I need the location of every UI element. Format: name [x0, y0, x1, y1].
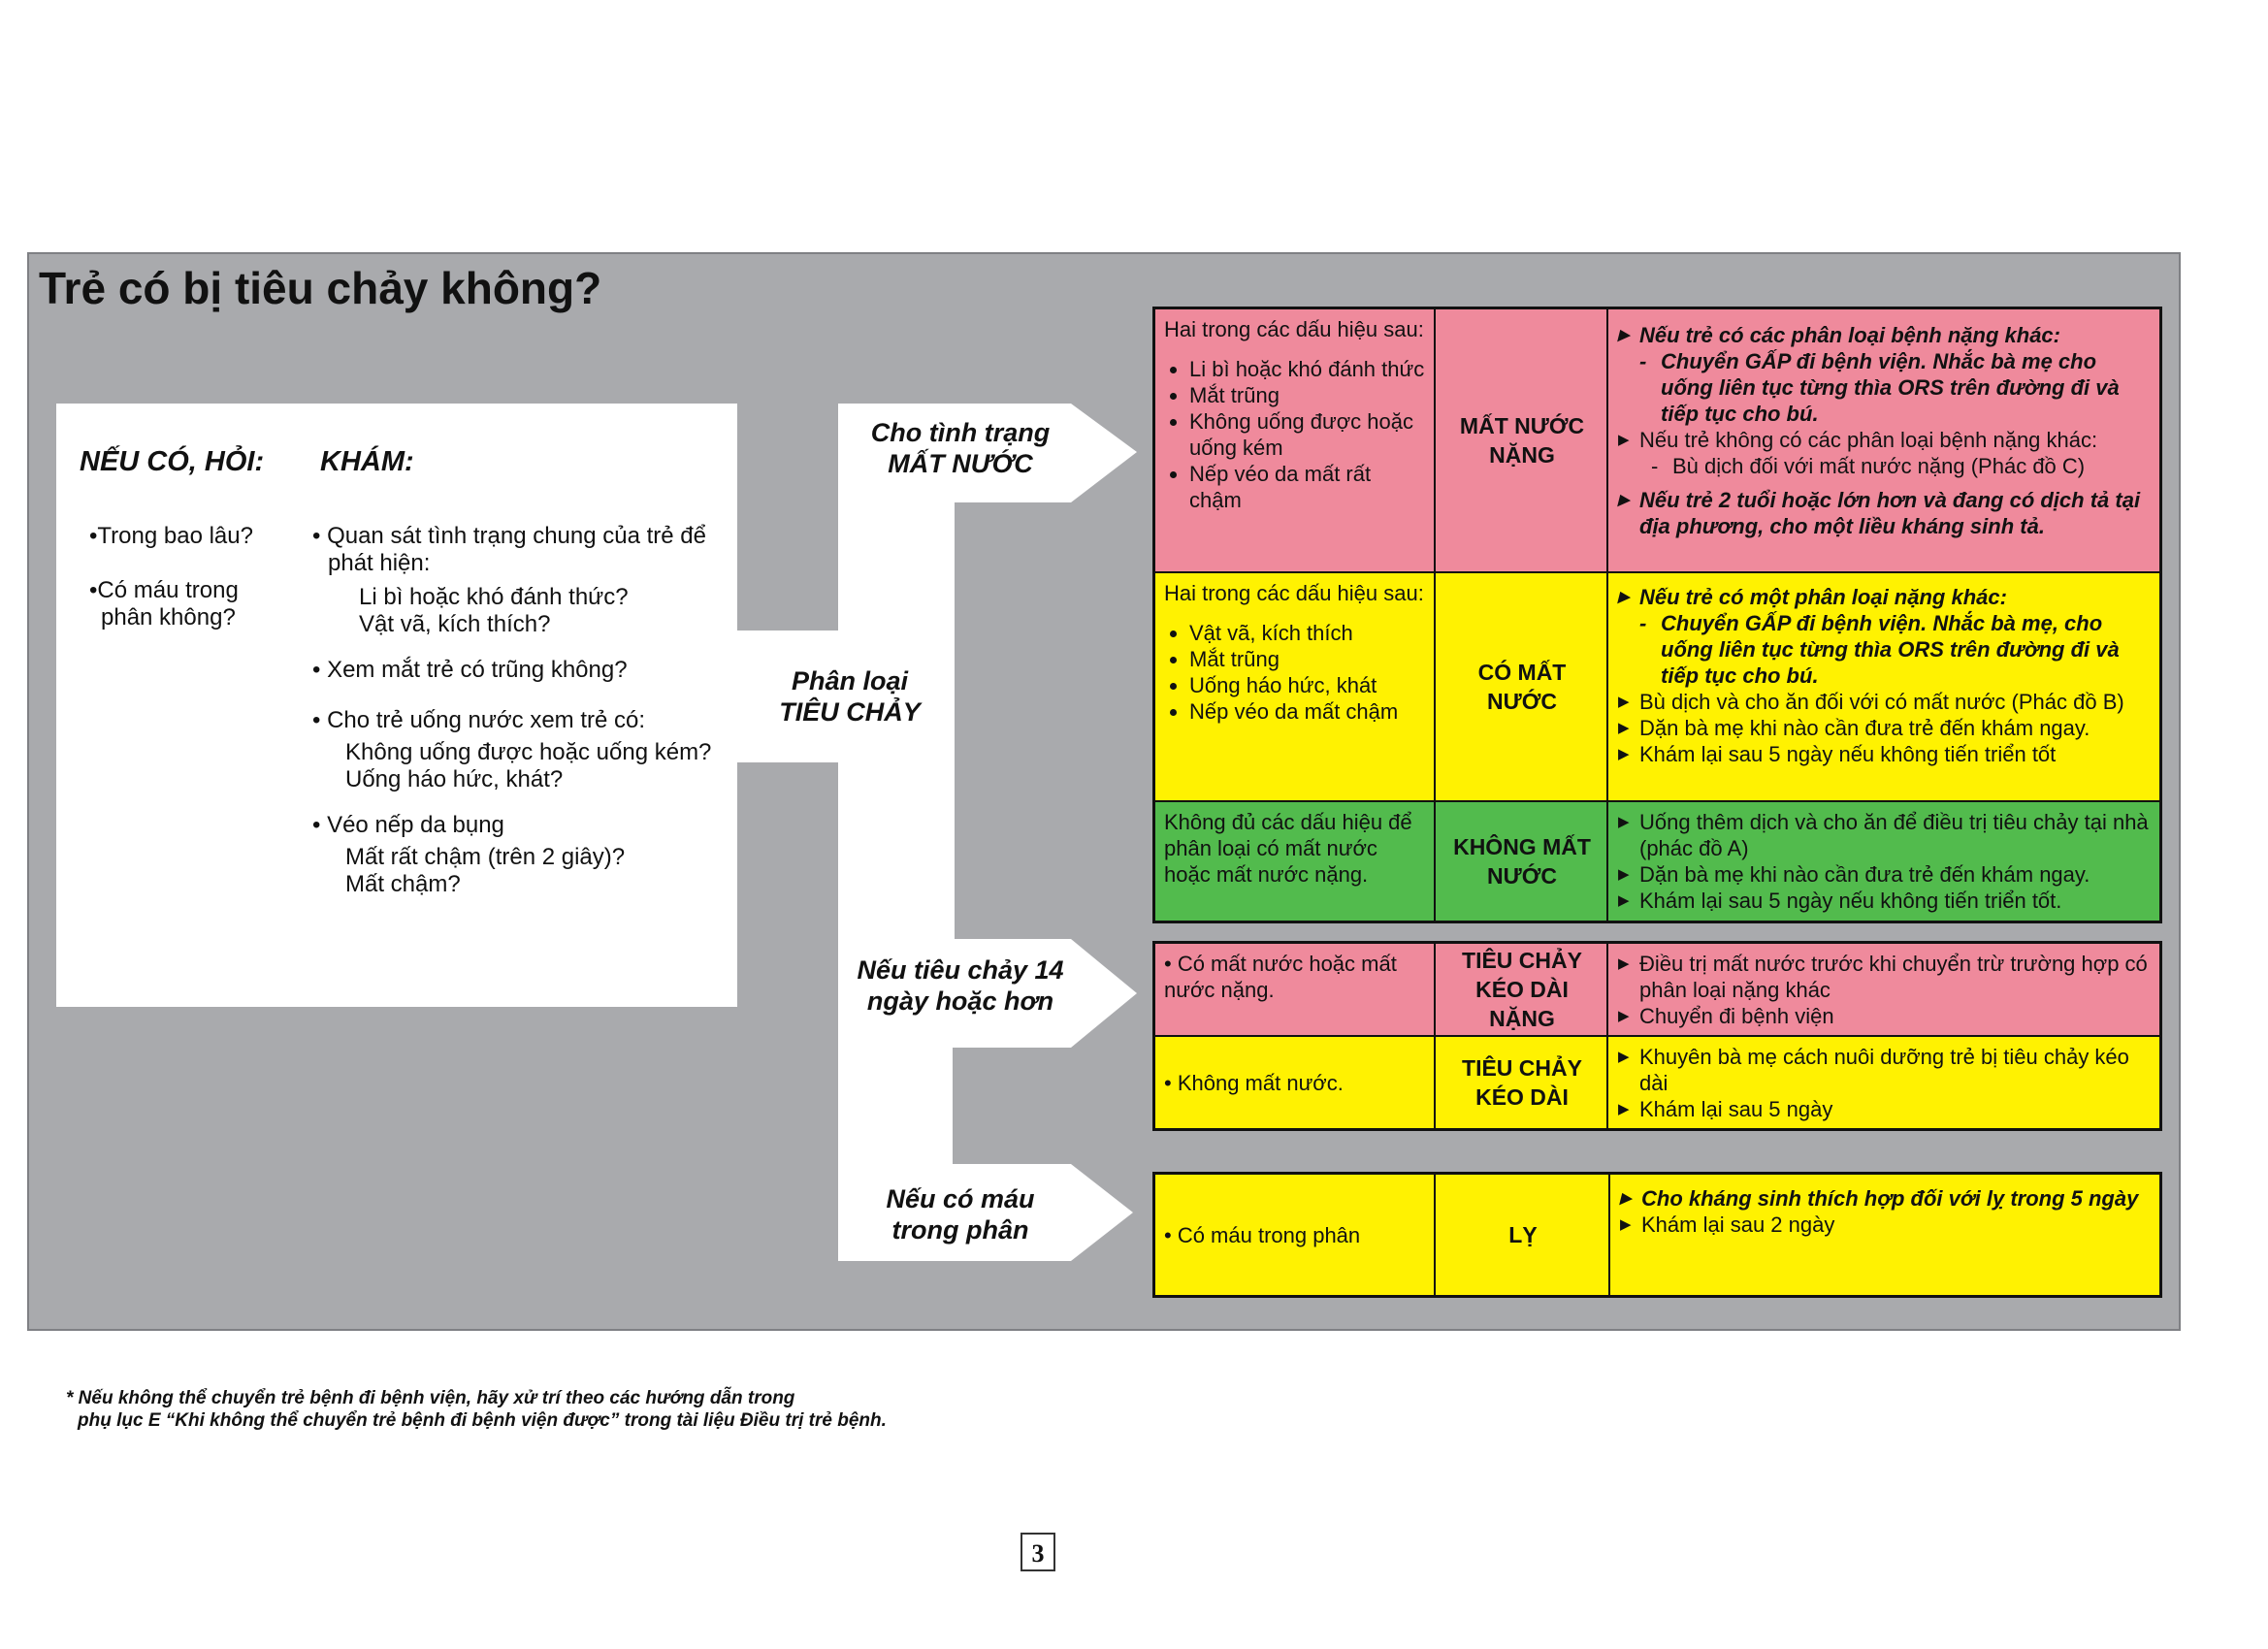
arrow-dehydration-line-1: Cho tình trạng — [870, 418, 1051, 447]
look-item-1: • Quan sát tình trạng chung của trẻ để — [312, 523, 706, 549]
connector-middle — [838, 502, 953, 1261]
signs-severe-header: Hai trong các dấu hiệu sau: — [1164, 317, 1424, 341]
table-border — [1152, 941, 2162, 944]
signs-some-header: Hai trong các dấu hiệu sau: — [1164, 581, 1424, 605]
notch-upper — [737, 502, 838, 630]
treat-dysentery — [1610, 1174, 2161, 1296]
class-severe-line-2: NẶNG — [1489, 442, 1555, 468]
treat-line: Khám lại sau 2 ngày — [1641, 1212, 1835, 1237]
footnote-line-1: * Nếu không thể chuyển trẻ bệnh đi bệnh viện, hãy xử trí theo các hướng dẫn trong — [66, 1388, 795, 1408]
signs-dysentery-text: • Có máu trong phân — [1164, 1222, 1361, 1247]
triangle-icon: ▶ — [1618, 746, 1630, 762]
treat-line: Bù dịch đối với mất nước nặng (Phác đồ C) — [1672, 454, 2086, 478]
class-some-line-1: CÓ MẤT NƯỚC — [1477, 660, 1567, 714]
ask-header: NẾU CÓ, HỎI: — [80, 446, 265, 477]
table-border — [1152, 921, 2162, 923]
sign-item: • Mắt trũng — [1189, 382, 1426, 408]
triangle-icon: ▶ — [1618, 814, 1630, 830]
class-dysentery-line-1: LỴ — [1508, 1222, 1538, 1247]
treat-line: Nếu trẻ có một phân loại nặng khác: — [1639, 585, 2007, 609]
arrow-dehydration-line-2: MẤT NƯỚC — [888, 449, 1033, 478]
table-border — [1434, 1172, 1436, 1298]
dash-icon: - — [1639, 349, 1647, 373]
triangle-icon: ▶ — [1618, 1008, 1630, 1024]
look-item-1-sub-1: Li bì hoặc khó đánh thức? — [359, 584, 629, 610]
triangle-icon: ▶ — [1618, 892, 1630, 909]
look-item-3-sub-1: Không uống được hoặc uống kém? — [345, 739, 712, 765]
sign-item: • Vật vã, kích thích — [1189, 620, 1426, 646]
look-item-1-cont: phát hiện: — [328, 550, 431, 576]
sign-item: • Mắt trũng — [1189, 646, 1426, 672]
treat-severe-persistent — [1608, 943, 2161, 1036]
treat-line: Khuyên bà mẹ cách nuôi dưỡng trẻ bị tiêu chảy kéo dài — [1639, 1045, 2129, 1095]
signs-persistent-text: • Không mất nước. — [1164, 1070, 1344, 1095]
table-border — [2159, 1172, 2162, 1298]
class-no-dehydration — [1436, 801, 1608, 922]
treat-line: Điều trị mất nước trước khi chuyển trừ trường hợp có phân loại nặng khác — [1639, 952, 2148, 1002]
table-border — [1152, 1172, 2162, 1175]
ask-item-duration: •Trong bao lâu? — [89, 523, 253, 549]
triangle-icon: ▶ — [1618, 694, 1630, 710]
table-border — [1152, 800, 2162, 802]
treat-line: Khám lại sau 5 ngày nếu không tiến triển tốt — [1639, 742, 2057, 766]
notch-right-lower — [955, 1048, 1135, 1164]
ask-item-blood-2: phân không? — [101, 604, 236, 630]
class-severe-persistent — [1436, 943, 1608, 1036]
class-severe-line-1: MẤT NƯỚC — [1459, 413, 1585, 438]
treat-line: Nếu trẻ có các phân loại bệnh nặng khác: — [1639, 323, 2060, 347]
signs-none-text: Không đủ các dấu hiệu để phân loại có mất nước hoặc mất nước nặng. — [1164, 810, 1412, 887]
triangle-icon: ▶ — [1618, 589, 1630, 605]
triangle-icon: ▶ — [1618, 955, 1630, 972]
signs-dysentery — [1154, 1174, 1436, 1296]
class-p-line-1: TIÊU CHẢY — [1462, 1055, 1582, 1081]
sign-item: • Nếp véo da mất chậm — [1189, 698, 1426, 725]
signs-some-dehydration — [1154, 572, 1436, 801]
triangle-icon: ▶ — [1618, 432, 1630, 448]
sign-item: • Nếp véo da mất rất chậm — [1189, 461, 1426, 513]
ask-item-blood: •Có máu trong — [89, 577, 239, 603]
arrow-persistent-line-1: Nếu tiêu chảy 14 — [857, 955, 1064, 985]
look-item-4-sub-1: Mất rất chậm (trên 2 giây)? — [345, 844, 626, 870]
treat-line: Bù dịch và cho ăn đối với có mất nước (Phác đồ B) — [1639, 690, 2124, 714]
table-border — [1152, 1035, 2162, 1037]
look-item-3-sub-2: Uống háo hức, khát? — [345, 766, 564, 792]
triangle-icon: ▶ — [1620, 1190, 1632, 1207]
look-item-2: • Xem mắt trẻ có trũng không? — [312, 657, 628, 683]
arrow-blood-line-1: Nếu có máu — [886, 1184, 1035, 1213]
table-border — [1152, 1295, 2162, 1298]
look-item-3: • Cho trẻ uống nước xem trẻ có: — [312, 707, 646, 733]
footnote-line-2: phụ lục E “Khi không thể chuyển trẻ bệnh đi bệnh viện được” trong tài liệu Điều trị trẻ bệnh. — [78, 1410, 887, 1431]
class-persistent — [1436, 1036, 1608, 1129]
class-none-line-1: KHÔNG MẤT — [1453, 834, 1591, 859]
table-border — [1152, 571, 2162, 573]
look-header: KHÁM: — [320, 446, 414, 477]
table-border — [1434, 307, 1436, 923]
signs-persistent — [1154, 1036, 1436, 1129]
triangle-icon: ▶ — [1618, 1049, 1630, 1065]
class-sp-line-2: KÉO DÀI NẶNG — [1475, 977, 1569, 1031]
dash-icon: - — [1651, 454, 1659, 478]
treat-persistent — [1608, 1036, 2161, 1129]
class-none-line-2: NƯỚC — [1487, 863, 1557, 889]
treat-line: Uống thêm dịch và cho ăn để điều trị tiêu chảy tại nhà (phác đồ A) — [1639, 810, 2149, 860]
arrow-persistent-line-2: ngày hoặc hơn — [866, 986, 1054, 1016]
arrow-persistent-label — [844, 954, 1077, 1017]
sign-item: • Không uống được hoặc uống kém — [1189, 408, 1426, 461]
arrow-blood-label — [844, 1183, 1077, 1245]
signs-severe-persistent — [1154, 943, 1436, 1036]
notch-right-upper — [955, 502, 1135, 939]
assessment-box — [56, 404, 737, 1007]
signs-severe-persistent-text: • Có mất nước hoặc mất nước nặng. — [1164, 952, 1397, 1002]
classify-label — [753, 665, 947, 728]
sign-item: • Uống háo hức, khát — [1189, 672, 1426, 698]
arrow-dehydration-label — [844, 417, 1077, 479]
triangle-icon: ▶ — [1620, 1216, 1632, 1233]
treat-line: Nếu trẻ không có các phân loại bệnh nặng khác: — [1639, 428, 2098, 452]
table-border — [1152, 1128, 2162, 1131]
class-severe-dehydration — [1436, 308, 1608, 572]
treat-line: Chuyển GẤP đi bệnh viện. Nhắc bà mẹ cho uống liên tục từng thìa ORS trên đường đi và tiếp tục cho bú. — [1661, 349, 2120, 426]
class-some-dehydration — [1436, 572, 1608, 801]
triangle-icon: ▶ — [1618, 1101, 1630, 1117]
treat-some-dehydration — [1608, 572, 2161, 801]
class-sp-line-1: TIÊU CHẢY — [1462, 948, 1582, 973]
table-border — [2159, 307, 2162, 923]
treat-line: Chuyển GẤP đi bệnh viện. Nhắc bà mẹ, cho uống liên tục từng thìa ORS trên đường đi và tiếp tục cho bú. — [1661, 611, 2120, 688]
signs-severe-dehydration — [1154, 308, 1436, 572]
classify-line-2: TIÊU CHẢY — [779, 697, 921, 727]
treat-severe-dehydration — [1608, 308, 2161, 572]
triangle-icon: ▶ — [1618, 720, 1630, 736]
footnote — [66, 1387, 887, 1432]
treat-line: Nếu trẻ 2 tuổi hoặc lớn hơn và đang có dịch tả tại địa phương, cho một liều kháng sinh tả. — [1639, 488, 2141, 538]
treat-line: Khám lại sau 5 ngày nếu không tiến triển tốt. — [1639, 889, 2062, 913]
class-p-line-2: KÉO DÀI — [1475, 1084, 1569, 1110]
treat-line: Khám lại sau 5 ngày — [1639, 1097, 1833, 1121]
look-item-1-sub-2: Vật vã, kích thích? — [359, 611, 551, 637]
triangle-icon: ▶ — [1618, 327, 1630, 343]
look-item-4-sub-2: Mất chậm? — [345, 871, 461, 897]
page-number: 3 — [1021, 1533, 1055, 1571]
treat-line: Dặn bà mẹ khi nào cần đưa trẻ đến khám ngay. — [1639, 716, 2090, 740]
class-dysentery — [1436, 1174, 1610, 1296]
triangle-icon: ▶ — [1618, 866, 1630, 883]
page-title: Trẻ có bị tiêu chảy không? — [39, 263, 602, 313]
signs-no-dehydration — [1154, 801, 1436, 922]
table-border — [1152, 307, 2162, 309]
triangle-icon: ▶ — [1618, 492, 1630, 508]
look-item-4: • Véo nếp da bụng — [312, 812, 504, 838]
treat-line: Chuyển đi bệnh viện — [1639, 1004, 1834, 1028]
notch-lower — [737, 762, 838, 1261]
arrow-blood-line-2: trong phân — [891, 1215, 1029, 1245]
sign-item: • Li bì hoặc khó đánh thức — [1189, 356, 1426, 382]
table-border — [1608, 1172, 1610, 1298]
table-border — [1606, 307, 1608, 923]
classify-line-1: Phân loại — [791, 666, 909, 695]
treat-no-dehydration — [1608, 801, 2161, 922]
table-border — [1152, 307, 1155, 923]
treat-line: Cho kháng sinh thích hợp đối với lỵ trong 5 ngày — [1641, 1186, 2139, 1211]
table-border — [1152, 1172, 1155, 1298]
treat-line: Dặn bà mẹ khi nào cần đưa trẻ đến khám ngay. — [1639, 862, 2090, 887]
dash-icon: - — [1639, 611, 1647, 635]
